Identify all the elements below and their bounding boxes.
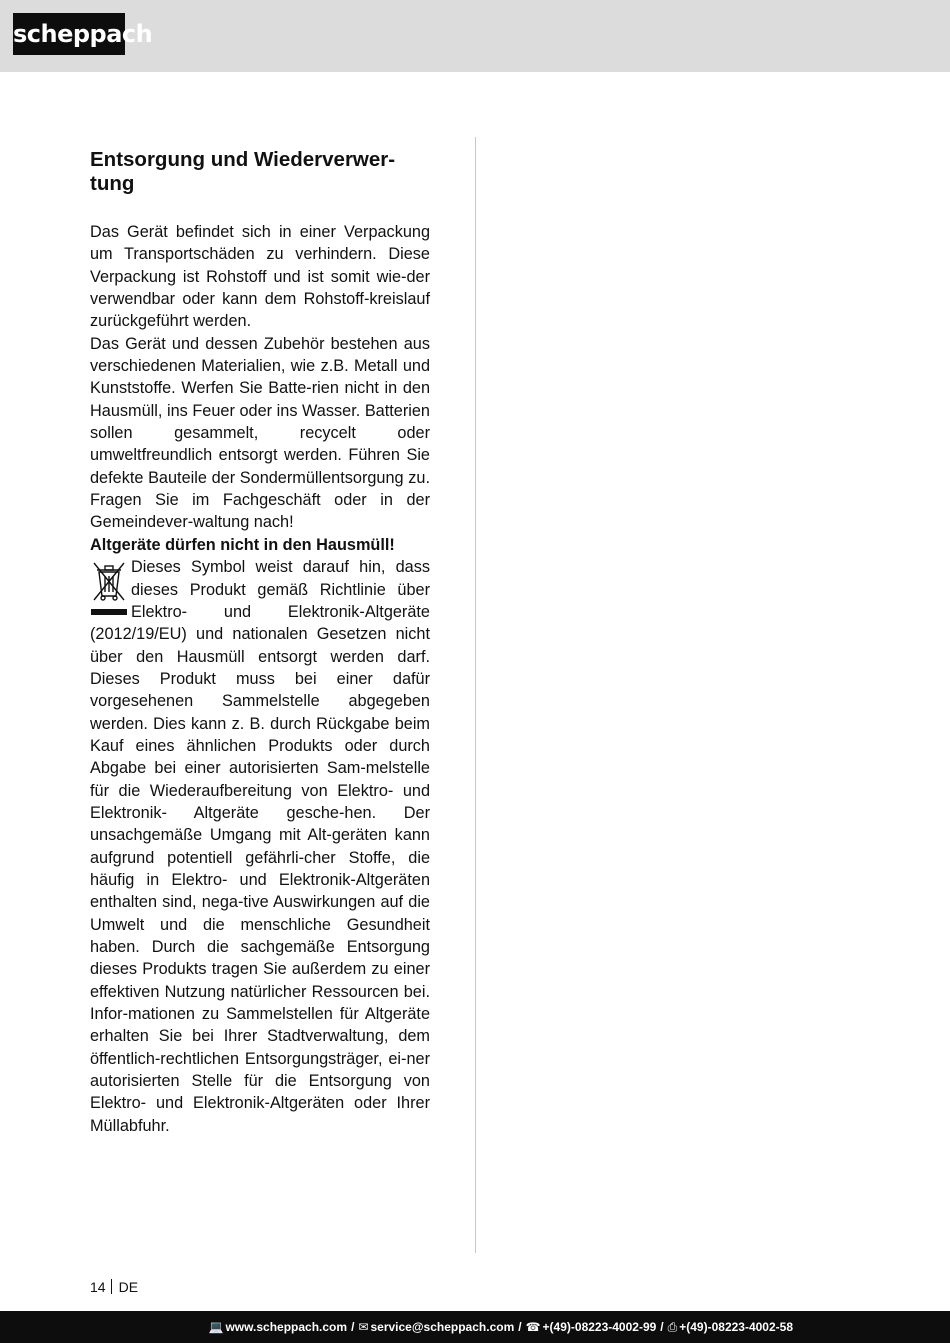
page-footer <box>90 1279 138 1295</box>
warning-heading: Altgeräte dürfen nicht in den Hausmüll! <box>90 535 395 554</box>
crossed-out-wheelie-bin-icon <box>90 560 128 620</box>
separator: / <box>518 1320 522 1334</box>
paragraph-weee: Dieses Symbol weist darauf hin, dass dieses Produkt gemäß Richtlinie über Elektro- und Elektronik-Altgeräte (2012/19/EU) und nationalen Gesetzen nicht über den Hausmüll entsorgt werden darf. Dieses Produkt muss bei einer dafür vorgesehenen Sammelstelle abgegeben werden. Dies kann z. B. durch Rückgabe beim Kauf eines ähnlichen Produkts oder durch Abgabe bei einer autorisierten Sam-melstelle für die Wiederaufbereitung von Elektro- und Elektronik- Altgeräte gesche-hen. Der unsachgemäße Umgang mit Alt-geräten kann aufgrund potentiell gefährli-cher Stoffe, die häufig in Elektro- und Elektronik-Altgeräten enthalten sind, nega-tive Auswirkungen auf die Umwelt und die menschliche Gesundheit haben. Durch die sachgemäße Entsorgung dieses Produkts tragen Sie außerdem zu einer effektiven Nutzung natürlicher Ressourcen bei. Infor-mationen zu Sammelstellen für Altgeräte erhalten Sie bei Ihrer Stadtverwaltung, dem öffentlich-rechtlichen Entsorgungsträger, ei-ner autorisierten Stelle für die Entsorgung von Elektro- und Elektronik-Altgeräten oder Ihrer Müllabfuhr. <box>90 558 430 1135</box>
page-number: 14 <box>90 1279 106 1295</box>
content-column <box>90 148 430 1137</box>
language-code: DE <box>118 1279 139 1295</box>
separator: / <box>351 1320 355 1334</box>
column-divider <box>475 137 476 1253</box>
contact-bar <box>0 1311 950 1343</box>
scheppach-logo: scheppach <box>13 13 125 55</box>
section-body <box>90 221 430 1137</box>
phone-number[interactable]: +(49)-08223-4002-99 <box>542 1320 657 1334</box>
email-icon: ✉ <box>358 1320 369 1334</box>
weee-paragraph-block <box>90 556 430 1137</box>
page-separator <box>111 1279 112 1294</box>
separator: / <box>660 1320 664 1334</box>
website-link[interactable]: www.scheppach.com <box>225 1320 348 1334</box>
fax-icon: ⎙ <box>667 1320 678 1334</box>
header-band <box>0 0 950 72</box>
phone-icon: ☎ <box>525 1320 541 1334</box>
contact-line <box>209 1311 793 1343</box>
section-title: Entsorgung und Wiederverwer- tung <box>90 148 396 195</box>
computer-icon: 💻 <box>208 1320 224 1334</box>
fax-number: +(49)-08223-4002-58 <box>679 1320 793 1334</box>
email-link[interactable]: service@scheppach.com <box>370 1320 515 1334</box>
paragraph-packaging: Das Gerät befindet sich in einer Verpackung um Transportschäden zu verhindern. Diese Verpackung ist Rohstoff und ist somit wie-der verwendbar oder kann dem Rohstoff-kreislauf zurückgeführt werden. <box>90 223 430 331</box>
paragraph-materials: Das Gerät und dessen Zubehör bestehen aus verschiedenen Materialien, wie z.B. Metall und Kunststoffe. Werfen Sie Batte-rien nicht in den Hausmüll, ins Feuer oder ins Wasser. Batterien sollen gesammelt, recycelt oder umweltfreundlich entsorgt werden. Führen Sie defekte Bauteile der Sondermüllentsorgung zu. Fragen Sie im Fachgeschäft oder in der Gemeindever-waltung nach! <box>90 334 430 532</box>
